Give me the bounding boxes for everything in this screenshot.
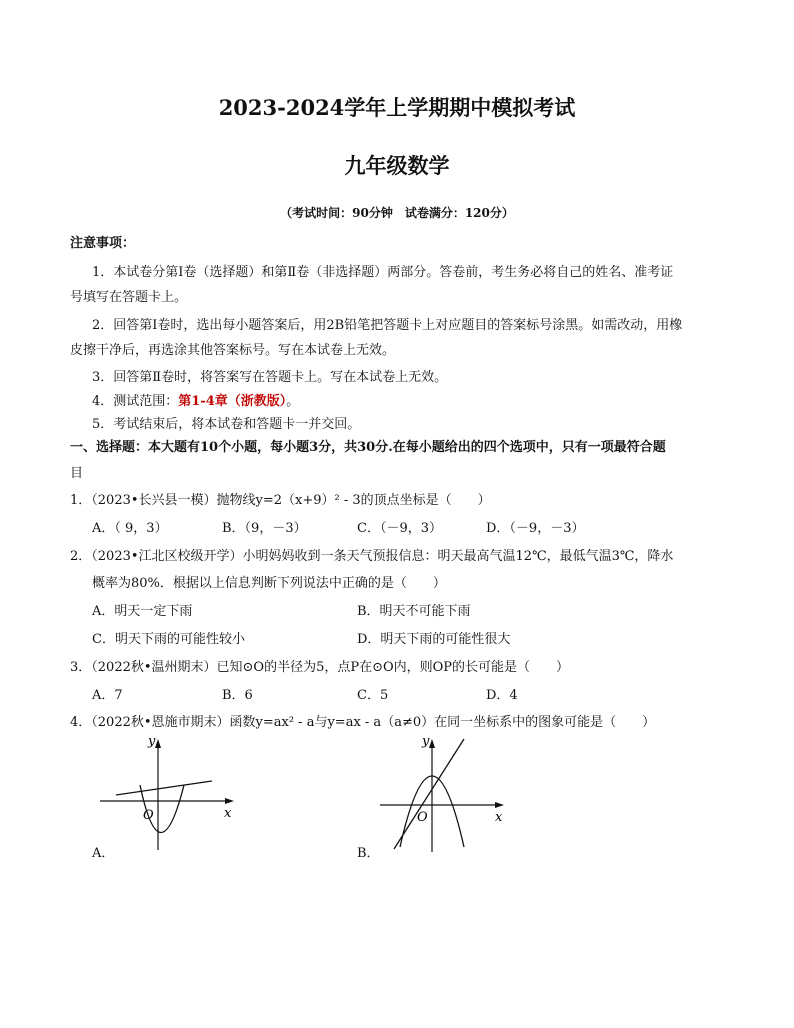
exam-info: （考试时间：90分钟 试卷满分：120分）: [280, 206, 514, 220]
q1-option-c[interactable]: C．（－9，3）: [357, 521, 442, 536]
question-2-line-2: 概率为80%．根据以上信息判断下列说法中正确的是（ ）: [92, 576, 446, 591]
graph-b-origin: O: [417, 810, 428, 825]
graph-a-line: [116, 781, 212, 795]
note-2-line-2: 皮擦干净后，再选涂其他答案标号。写在本试卷上无效。: [70, 343, 396, 358]
q3-option-d[interactable]: D．4: [486, 688, 518, 703]
graph-b-line: [394, 739, 464, 849]
q1-option-a[interactable]: A．（ 9，3）: [92, 521, 168, 536]
q4-option-a[interactable]: A．: [92, 846, 115, 861]
q3-option-c[interactable]: C．5: [357, 688, 389, 703]
graph-a-y-label: y: [148, 735, 156, 749]
q2-option-a[interactable]: A．明天一定下雨: [92, 604, 193, 619]
graph-b-x-arrow: [495, 802, 504, 808]
graph-a-y-arrow: [155, 739, 161, 748]
graph-b-y-arrow: [429, 739, 435, 748]
note-4: [92, 390, 299, 409]
q1-option-b[interactable]: B．（9，－3）: [222, 521, 307, 536]
question-1: 1．（2023•长兴县一模）抛物线y=2（x+9）² - 3的顶点坐标是（ ）: [70, 493, 491, 508]
graph-a-x-label: x: [224, 806, 232, 821]
note-5: 5．考试结束后，将本试卷和答题卡一并交回。: [92, 417, 361, 432]
section-1-heading: 一、选择题：本大题有10个小题，每小题3分，共30分.在每小题给出的四个选项中，只有一项最符合题: [70, 440, 666, 455]
q1-option-d[interactable]: D．（－9，－3）: [486, 521, 585, 536]
graph-b-x-label: x: [495, 810, 503, 825]
note-4-range: 第1-4章（浙教版）: [178, 394, 287, 409]
q4-graph-a: [100, 735, 240, 855]
exam-title: 2023-2024学年上学期期中模拟考试: [218, 95, 576, 120]
graph-a-origin: O: [143, 808, 154, 823]
notes-heading: 注意事项：: [70, 236, 136, 251]
question-3: 3．（2022秋•温州期末）已知⊙O的半径为5，点P在⊙O内，则OP的长可能是（ ）: [70, 660, 570, 675]
question-4: 4．（2022秋•恩施市期末）函数y=ax² - a与y=ax - a（a≠0）在同一坐标系中的图象可能是（ ）: [70, 715, 656, 730]
question-2-line-1: 2．（2023•江北区校级开学）小明妈妈收到一条天气预报信息：明天最高气温12℃，最低气温3℃，降水: [70, 549, 674, 564]
q4-option-b[interactable]: B．: [357, 846, 380, 861]
note-1-line-1: 1．本试卷分第Ⅰ卷（选择题）和第Ⅱ卷（非选择题）两部分。答卷前，考生务必将自己的姓名、准考证: [92, 265, 674, 280]
q3-option-b[interactable]: B．6: [222, 688, 253, 703]
q4-graph-b: [380, 735, 510, 857]
note-4-suffix: 。: [286, 394, 300, 409]
section-1-heading-cont: 目: [70, 466, 84, 481]
exam-subtitle: 九年级数学: [344, 153, 450, 178]
note-1-line-2: 号填写在答题卡上。: [70, 290, 188, 305]
q2-option-c[interactable]: C．明天下雨的可能性较小: [92, 632, 245, 647]
q2-option-d[interactable]: D．明天下雨的可能性很大: [357, 632, 511, 647]
graph-a-x-arrow: [225, 798, 234, 804]
graph-b-y-label: y: [422, 735, 430, 749]
q2-option-b[interactable]: B．明天不可能下雨: [357, 604, 471, 619]
note-4-prefix: 4．测试范围：: [92, 394, 179, 409]
note-2-line-1: 2．回答第Ⅰ卷时，选出每小题答案后，用2B铅笔把答题卡上对应题目的答案标号涂黑。如需改动，用橡: [92, 318, 683, 333]
q3-option-a[interactable]: A．7: [92, 688, 123, 703]
note-3: 3．回答第Ⅱ卷时，将答案写在答题卡上。写在本试卷上无效。: [92, 370, 448, 385]
